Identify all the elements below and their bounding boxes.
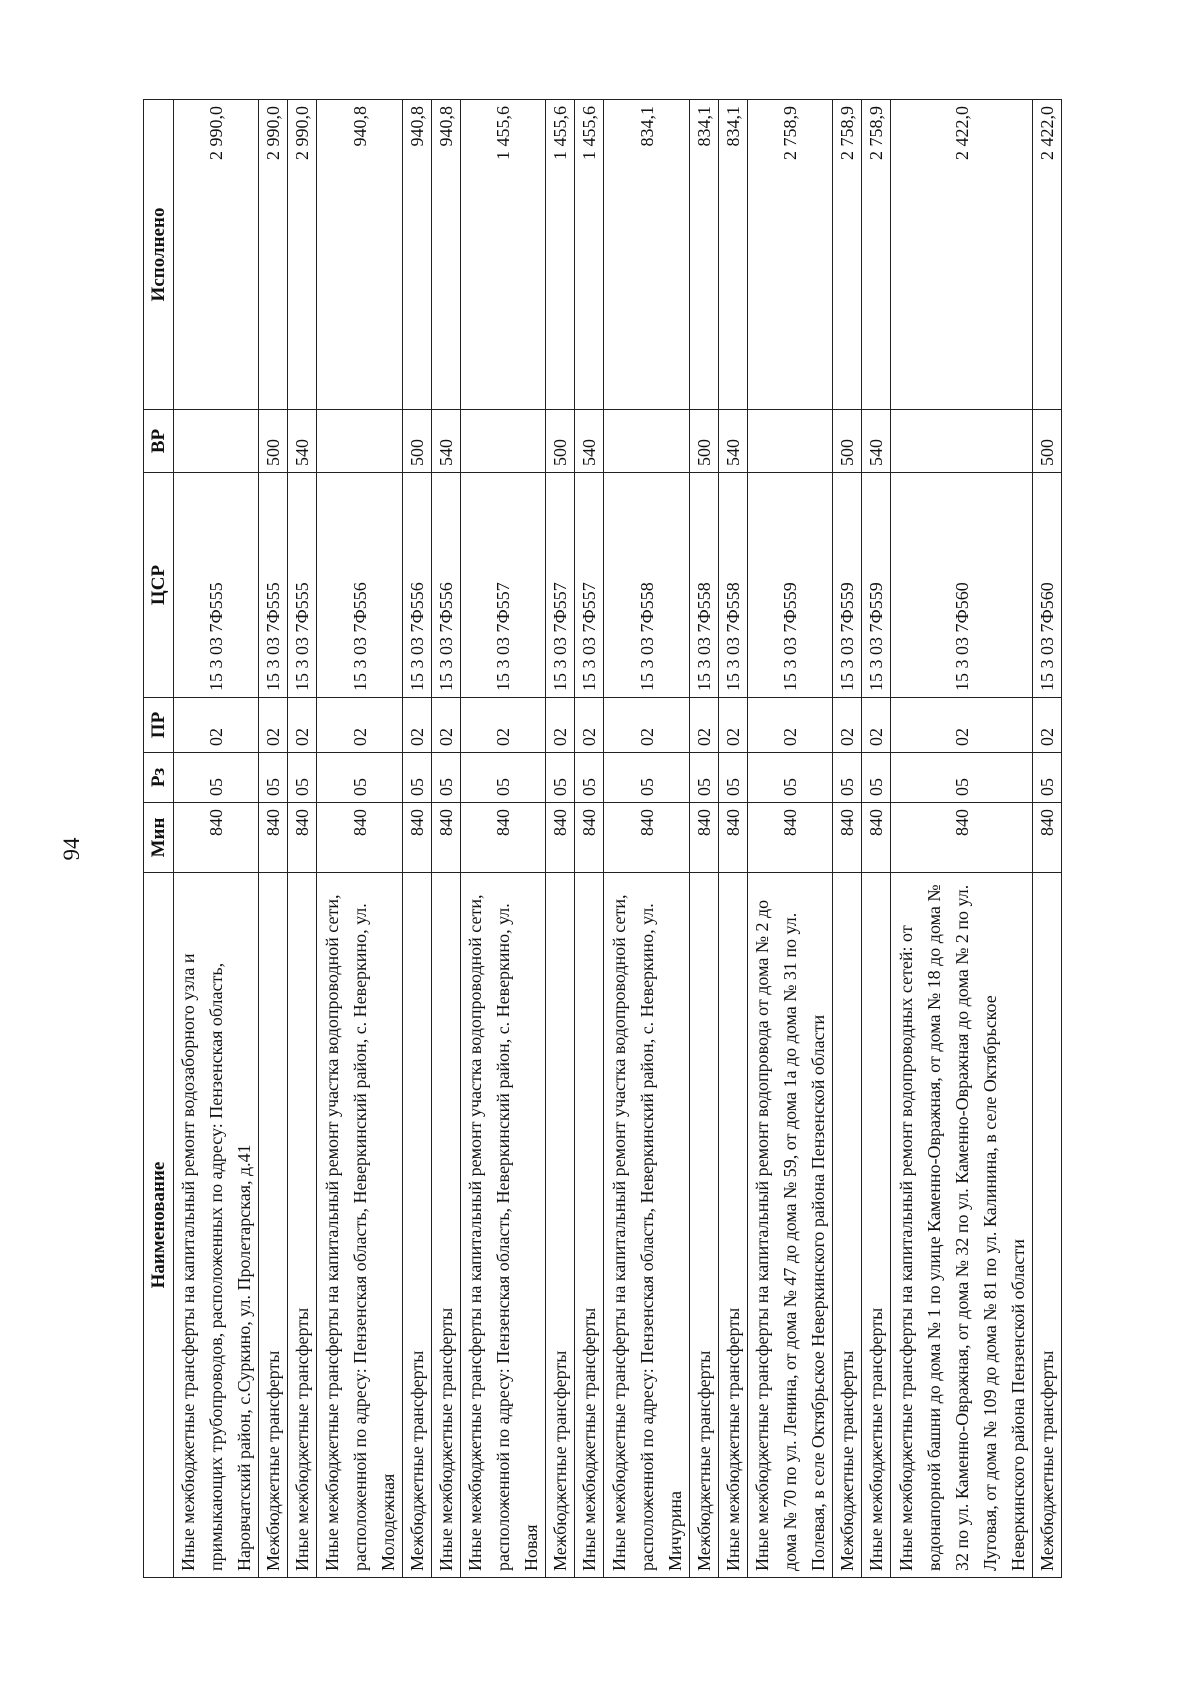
cell-done: 2 758,9 [833,100,862,410]
header-rz: Рз [144,753,174,803]
cell-pr: 02 [402,698,431,753]
cell-min: 840 [862,803,891,873]
cell-rz: 05 [431,753,460,803]
cell-vr: 540 [431,410,460,473]
table-row [1032,100,1061,1578]
cell-csr: 15 3 03 7Ф558 [689,473,718,698]
cell-name: Межбюджетные трансферты [259,873,288,1578]
cell-name: Межбюджетные трансферты [546,873,575,1578]
cell-min: 840 [546,803,575,873]
cell-vr [604,410,689,473]
cell-pr: 02 [317,698,402,753]
cell-csr: 15 3 03 7Ф555 [174,473,259,698]
table-row [402,100,431,1578]
header-min: Мин [144,803,174,873]
table-row [431,100,460,1578]
table-row [689,100,718,1578]
cell-pr: 02 [747,698,832,753]
cell-name: Межбюджетные трансферты [833,873,862,1578]
cell-min: 840 [747,803,832,873]
cell-rz: 05 [546,753,575,803]
cell-csr: 15 3 03 7Ф556 [317,473,402,698]
cell-done: 2 990,0 [259,100,288,410]
cell-min: 840 [431,803,460,873]
cell-rz: 05 [604,753,689,803]
cell-name: Иные межбюджетные трансферты на капитальный ремонт участка водопроводной сети, расположенной по адресу: Пензенская область, Неверкинский район, с. Неверкино, ул. Молодежная [317,873,402,1578]
table-row [460,100,545,1578]
cell-pr: 02 [431,698,460,753]
cell-done: 834,1 [689,100,718,410]
cell-name: Иные межбюджетные трансферты [575,873,604,1578]
cell-csr: 15 3 03 7Ф557 [460,473,545,698]
cell-pr: 02 [575,698,604,753]
table-row [718,100,747,1578]
cell-done: 2 422,0 [1032,100,1061,410]
cell-name: Иные межбюджетные трансферты на капитальный ремонт участка водопроводной сети, расположенной по адресу: Пензенская область, Неверкинский район, с. Неверкино, ул. Новая [460,873,545,1578]
cell-pr: 02 [604,698,689,753]
cell-rz: 05 [174,753,259,803]
table-row [317,100,402,1578]
cell-csr: 15 3 03 7Ф559 [747,473,832,698]
cell-rz: 05 [689,753,718,803]
cell-vr: 500 [259,410,288,473]
cell-csr: 15 3 03 7Ф557 [575,473,604,698]
table-row [891,100,1032,1578]
cell-vr [460,410,545,473]
table-row [862,100,891,1578]
cell-name: Межбюджетные трансферты [689,873,718,1578]
table-row [546,100,575,1578]
table-header-row [144,100,174,1578]
header-vr: ВР [144,410,174,473]
cell-rz: 05 [747,753,832,803]
cell-vr: 500 [1032,410,1061,473]
cell-name: Иные межбюджетные трансферты на капитальный ремонт участка водопроводной сети, расположенной по адресу: Пензенская область, Неверкинский район, с. Неверкино, ул. Мичурина [604,873,689,1578]
table-row [747,100,832,1578]
cell-done: 1 455,6 [460,100,545,410]
cell-pr: 02 [546,698,575,753]
cell-rz: 05 [891,753,1032,803]
cell-rz: 05 [402,753,431,803]
cell-done: 834,1 [604,100,689,410]
cell-min: 840 [1032,803,1061,873]
cell-name: Иные межбюджетные трансферты на капитальный ремонт водопровода от дома № 2 до дома № 70 по ул. Ленина, от дома № 47 до дома № 59, от дома 1а до дома № 31 по ул. Полевая, в селе Октябрьское Неверкинского района Пензенской области [747,873,832,1578]
cell-name: Иные межбюджетные трансферты [718,873,747,1578]
cell-pr: 02 [460,698,545,753]
cell-rz: 05 [862,753,891,803]
cell-csr: 15 3 03 7Ф560 [891,473,1032,698]
cell-min: 840 [317,803,402,873]
cell-done: 2 990,0 [174,100,259,410]
table-row [174,100,259,1578]
cell-name: Иные межбюджетные трансферты на капитальный ремонт водопроводных сетей: от водонапорной башни до дома № 1 по улице Каменно-Овражная, от дома № 18 до дома № 32 по ул. Каменно-Овражная, от дома № 32 по ул. Каменно-Овражная до дома № 2 по ул. Луговая, от дома № 109 до дома № 81 по ул. Калинина, в селе Октябрьское Неверкинского района Пензенской области [891,873,1032,1578]
cell-csr: 15 3 03 7Ф558 [604,473,689,698]
cell-csr: 15 3 03 7Ф559 [862,473,891,698]
cell-min: 840 [689,803,718,873]
page-number: 94 [59,837,84,861]
cell-rz: 05 [718,753,747,803]
cell-rz: 05 [288,753,317,803]
table-row [604,100,689,1578]
budget-table [143,99,1062,1578]
table-row [575,100,604,1578]
cell-pr: 02 [174,698,259,753]
cell-vr [747,410,832,473]
cell-min: 840 [891,803,1032,873]
cell-csr: 15 3 03 7Ф555 [288,473,317,698]
cell-vr [174,410,259,473]
cell-csr: 15 3 03 7Ф559 [833,473,862,698]
cell-min: 840 [833,803,862,873]
cell-csr: 15 3 03 7Ф555 [259,473,288,698]
cell-done: 940,8 [402,100,431,410]
header-csr: ЦСР [144,473,174,698]
cell-vr: 540 [718,410,747,473]
cell-min: 840 [174,803,259,873]
cell-min: 840 [402,803,431,873]
cell-csr: 15 3 03 7Ф557 [546,473,575,698]
cell-min: 840 [718,803,747,873]
cell-min: 840 [604,803,689,873]
cell-min: 840 [575,803,604,873]
cell-pr: 02 [833,698,862,753]
cell-pr: 02 [1032,698,1061,753]
cell-done: 940,8 [317,100,402,410]
cell-vr: 540 [575,410,604,473]
cell-done: 834,1 [718,100,747,410]
cell-rz: 05 [1032,753,1061,803]
cell-pr: 02 [718,698,747,753]
cell-done: 2 422,0 [891,100,1032,410]
cell-vr [317,410,402,473]
cell-csr: 15 3 03 7Ф556 [431,473,460,698]
cell-min: 840 [288,803,317,873]
cell-rz: 05 [833,753,862,803]
cell-done: 1 455,6 [575,100,604,410]
cell-name: Межбюджетные трансферты [1032,873,1061,1578]
cell-pr: 02 [259,698,288,753]
cell-vr: 540 [288,410,317,473]
cell-vr: 540 [862,410,891,473]
cell-pr: 02 [689,698,718,753]
cell-vr: 500 [402,410,431,473]
cell-rz: 05 [259,753,288,803]
header-done: Исполнено [144,100,174,410]
cell-csr: 15 3 03 7Ф556 [402,473,431,698]
cell-done: 940,8 [431,100,460,410]
table-row [259,100,288,1578]
cell-csr: 15 3 03 7Ф560 [1032,473,1061,698]
cell-csr: 15 3 03 7Ф558 [718,473,747,698]
cell-done: 2 758,9 [862,100,891,410]
table-row [833,100,862,1578]
cell-name: Иные межбюджетные трансферты [288,873,317,1578]
cell-name: Иные межбюджетные трансферты [431,873,460,1578]
cell-min: 840 [259,803,288,873]
cell-done: 2 990,0 [288,100,317,410]
cell-pr: 02 [288,698,317,753]
cell-pr: 02 [891,698,1032,753]
table-row [288,100,317,1578]
cell-name: Иные межбюджетные трансферты [862,873,891,1578]
cell-done: 1 455,6 [546,100,575,410]
header-name: Наименование [144,873,174,1578]
cell-done: 2 758,9 [747,100,832,410]
cell-min: 840 [460,803,545,873]
cell-vr: 500 [833,410,862,473]
cell-pr: 02 [862,698,891,753]
cell-vr: 500 [546,410,575,473]
cell-name: Иные межбюджетные трансферты на капитальный ремонт водозаборного узла и примыкающих трубопроводов, расположенных по адресу: Пензенская область, Наровчатский район, с.Суркино, ул. Пролетарская, д.41 [174,873,259,1578]
header-pr: ПР [144,698,174,753]
cell-name: Межбюджетные трансферты [402,873,431,1578]
cell-rz: 05 [460,753,545,803]
cell-vr [891,410,1032,473]
cell-vr: 500 [689,410,718,473]
cell-rz: 05 [575,753,604,803]
rotated-table-container [143,100,1062,1578]
cell-rz: 05 [317,753,402,803]
